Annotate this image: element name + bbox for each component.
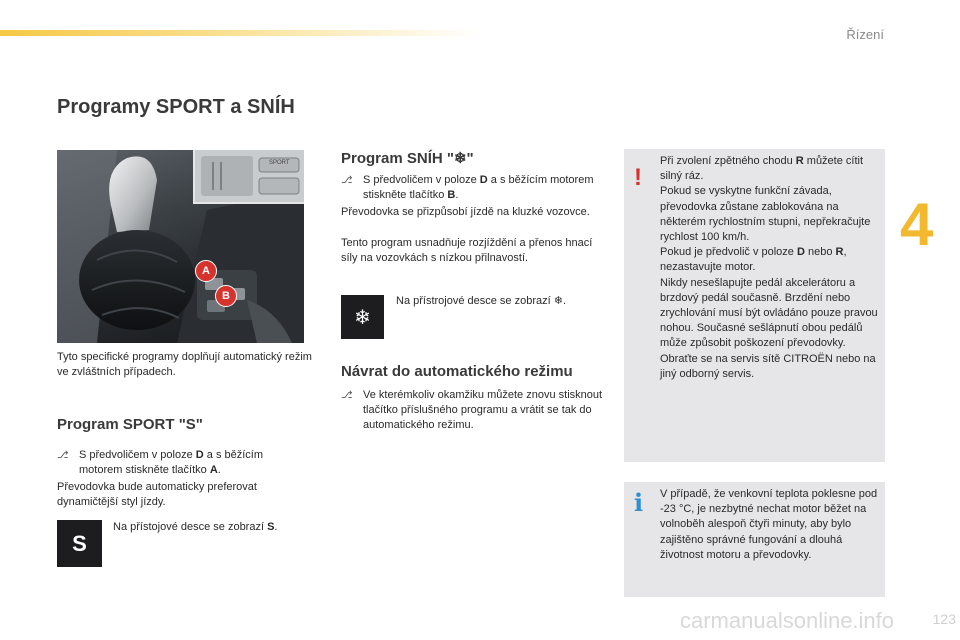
chapter-number: 4 bbox=[900, 191, 934, 258]
watermark: carmanualsonline.info bbox=[680, 608, 895, 633]
warning-text: Při zvolení zpětného chodu R můžete cítit silný ráz. Pokud se vyskytne funkční závada, převodovka zůstane zablokována na některém rychlostním stupni, nepřekračujte rychlost 100 km/h. Pokud je předvolič v poloze D nebo R, nezastavujte motor. Nikdy nesešlapujte pedál akcelerátoru a brzdový pedál současně. Brzdění nebo zrychlování musí být ovládáno pouze pravou nohou. Současné sešlápnutí obou pedálů může způsobit poškození převodovky. Obraťte se na servis sítě CITROËN nebo na jiný odborný servis. bbox=[660, 155, 878, 380]
sport-bullet: ⎇ S předvoličem v poloze D a s běžícím motorem stiskněte tlačítko A. bbox=[57, 449, 264, 476]
page-title: Programy SPORT a SNÍH bbox=[57, 96, 295, 118]
sport-description: Převodovka bude automaticky preferovat dynamičtější styl jízdy. bbox=[57, 481, 257, 508]
snow-bullet: ⎇ S předvoličem v poloze D a s běžícím motorem stiskněte tlačítko B. bbox=[341, 174, 594, 201]
callout-a: A bbox=[195, 260, 217, 282]
bullet-marker-icon: ⎇ bbox=[341, 175, 353, 186]
info-box bbox=[624, 482, 885, 597]
header-accent-bar bbox=[0, 30, 480, 36]
snow-display-note: Na přístrojové desce se zobrazí ❄. bbox=[396, 295, 567, 307]
bullet-marker-icon: ⎇ bbox=[57, 450, 69, 461]
button-panel-inset bbox=[193, 150, 304, 204]
intro-text: Tyto specifické programy doplňují automatický režim ve zvláštních případech. bbox=[57, 351, 312, 378]
snowflake-indicator-icon: ❄ bbox=[341, 295, 384, 339]
warning-icon: ! bbox=[634, 164, 642, 191]
snow-description-1: Převodovka se přizpůsobí jízdě na kluzké vozovce. bbox=[341, 206, 590, 218]
callout-b: B bbox=[215, 285, 237, 307]
return-auto-bullet: ⎇ Ve kterémkoliv okamžiku můžete znovu stisknout tlačítko příslušného programu a vrátit se tak do automatického režimu. bbox=[341, 389, 603, 431]
snow-description-2: Tento program usnadňuje rozjíždění a přenos hnací síly na vozovkách s nízkou přilnavostí. bbox=[341, 237, 593, 264]
bullet-marker-icon: ⎇ bbox=[341, 390, 353, 401]
inset-sport-label: SPORT bbox=[269, 160, 290, 166]
gear-selector-photo bbox=[57, 150, 304, 343]
info-icon: i bbox=[634, 488, 644, 517]
sport-display-note: Na přístojové desce se zobrazí S. bbox=[113, 521, 278, 533]
sport-s-indicator-icon: S bbox=[57, 520, 102, 567]
warning-box bbox=[624, 149, 885, 462]
info-text: V případě, že venkovní teplota poklesne pod -23 °C, je nezbytné nechat motor běžet na volnoběh alespoň čtyři minuty, aby bylo zajištěno správné fungování a dlouhá životnost motoru a převodovky. bbox=[660, 488, 878, 561]
sport-heading: Program SPORT "S" bbox=[57, 416, 203, 433]
button-panel-drawing bbox=[195, 150, 304, 202]
section-title: Řízení bbox=[846, 27, 884, 42]
return-auto-heading: Návrat do automatického režimu bbox=[341, 363, 573, 380]
page-number: 123 bbox=[932, 611, 956, 627]
snow-heading: Program SNÍH "❄" bbox=[341, 150, 474, 167]
